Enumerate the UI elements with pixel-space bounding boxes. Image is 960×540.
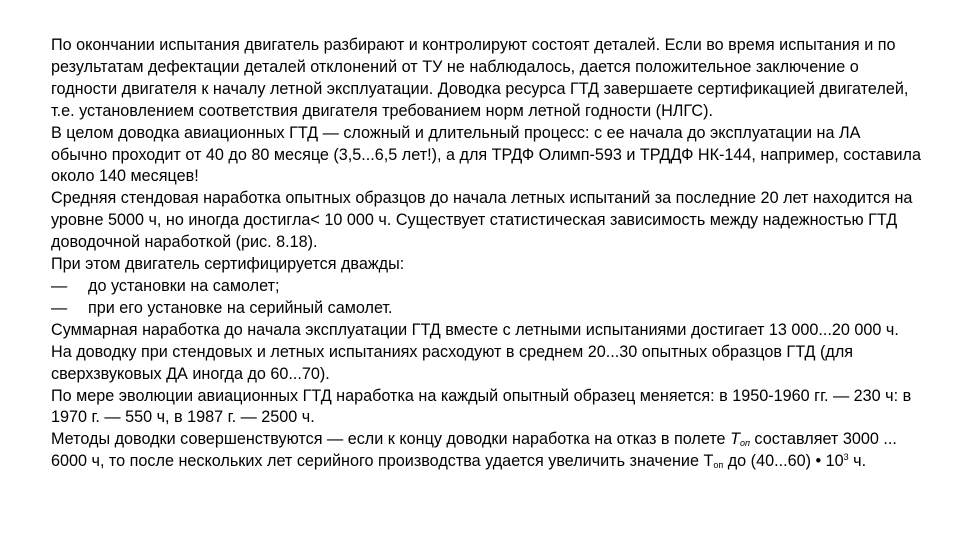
paragraph-total-hours: Суммарная наработка до начала эксплуатации ГТД вместе с летными испытаниями достигает 13 000...20 000 ч. На доводку при стендовых и летных испытаниях расходуют в среднем 20...30 опытных образцов ГТД (для сверхзвуковых ДА иногда до 60...70).	[51, 320, 899, 383]
paragraph-evolution: По мере эволюции авиационных ГТД наработка на каждый опытный образец меняется: в 1950-1960 гг. — 230 ч: в 1970 г. — 550 ч, в 1987 г. — 2500 ч.	[51, 386, 912, 427]
body-text	[51, 35, 921, 473]
paragraph-certified-twice: При этом двигатель сертифицируется дважды:	[51, 255, 405, 274]
paragraph-methods	[51, 429, 921, 473]
symbol-sub-italic: оп	[739, 438, 750, 449]
paragraph-duration: В целом доводка авиационных ГТД — сложный и длительный процесс: с ее начала до эксплуатации на ЛА обычно проходит от 40 до 80 месяце (3,5...6,5 лет!), а для ТРДФ Олимп-593 и ТРДДФ НК-144, например, составила около 140 месяцев!	[51, 123, 921, 186]
symbol-t-italic: T	[730, 430, 740, 449]
list-dash: —	[51, 298, 68, 317]
methods-text-part2: составляет 3000 ... 6000 ч, то после нескольких лет серийного производства удается увеличить значение	[51, 430, 897, 471]
list-item-text: при его установке на серийный самолет.	[88, 298, 393, 317]
list-dash: —	[51, 276, 68, 295]
symbol-sub: оп	[713, 460, 724, 471]
methods-text-part1: Методы доводки совершенствуются — если к концу доводки наработка на отказ в полете	[51, 430, 731, 449]
paragraph-bench-hours: Средняя стендовая наработка опытных образцов до начала летных испытаний за последние 20 лет находится на уровне 5000 ч, но иногда достигла< 10 000 ч. Существует статистическая зависимость между надежностью ГТД доводочной наработкой (рис. 8.18).	[51, 189, 913, 252]
list-item-text: до установки на самолет;	[88, 276, 280, 295]
list-item	[51, 276, 921, 298]
methods-text-part4: ч.	[848, 452, 867, 471]
paragraph-certification: По окончании испытания двигатель разбирают и контролируют состоят деталей. Если во время испытания и по результатам дефектации деталей отклонений от ТУ не наблюдалось, дается положительное заключение о годности двигателя к началу летной эксплуатации. Доводка ресурса ГТД завершаете сертификацией двигателей, т.е. установлением соответствия двигателя требованием норм летной годности (НЛГС).	[51, 36, 909, 120]
list-item	[51, 298, 921, 320]
methods-text-part3: до (40...60) • 10	[723, 452, 844, 471]
power-exponent: 3	[843, 452, 849, 463]
symbol-t: Т	[703, 452, 714, 471]
